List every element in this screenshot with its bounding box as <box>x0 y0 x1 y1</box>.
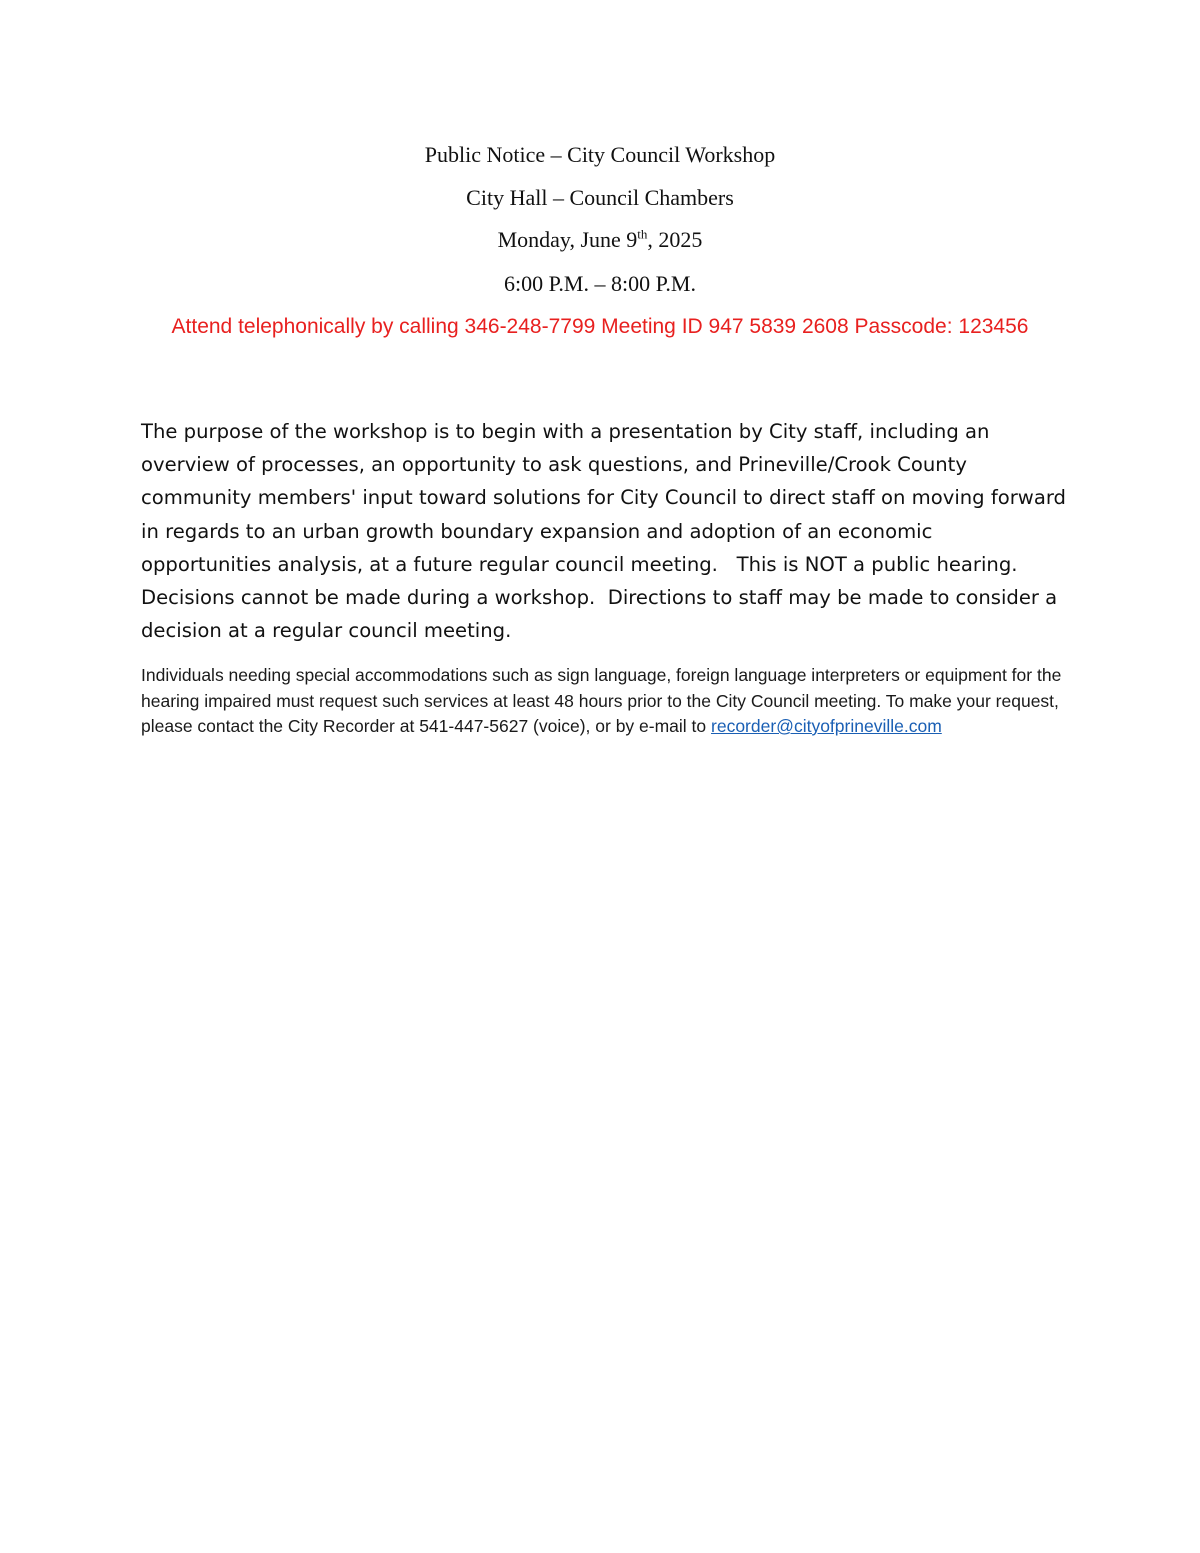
notice-location: City Hall – Council Chambers <box>466 185 734 210</box>
accommodations-text: Individuals needing special accommodations such as sign language, foreign language interpreters or equipment for the hearing impaired must request such services at least 48 hours prior to the City Council meeting. To make your request, please contact the City Recorder at 541-447-5627 (voice), or by e-mail to <box>141 665 1062 736</box>
date-prefix: Monday, June 9 <box>497 227 638 252</box>
notice-date <box>0 226 1200 254</box>
notice-title: Public Notice – City Council Workshop <box>424 142 776 167</box>
date-ordinal-suffix: th <box>637 226 648 242</box>
purpose-paragraph: The purpose of the workshop is to begin with a presentation by City staff, including an overview of processes, an opportunity to ask questions, and Prineville/Crook County community members' input toward solutions for City Council to direct staff on moving forward in regards to an urban growth boundary expansion and adoption of an economic opportunities analysis, at a future regular council meeting. This is NOT a public hearing. Decisions cannot be made during a workshop. Directions to staff may be made to consider a decision at a regular council meeting. <box>141 420 1073 643</box>
phone-attendance-info: Attend telephonically by calling 346-248-7799 Meeting ID 947 5839 2608 Passcode: 123456 <box>171 315 1029 338</box>
recorder-email-link[interactable]: recorder@cityofprineville.com <box>711 716 942 736</box>
accommodations-paragraph <box>141 663 1071 740</box>
notice-time: 6:00 P.M. – 8:00 P.M. <box>504 271 696 296</box>
date-year: , 2025 <box>647 227 703 252</box>
